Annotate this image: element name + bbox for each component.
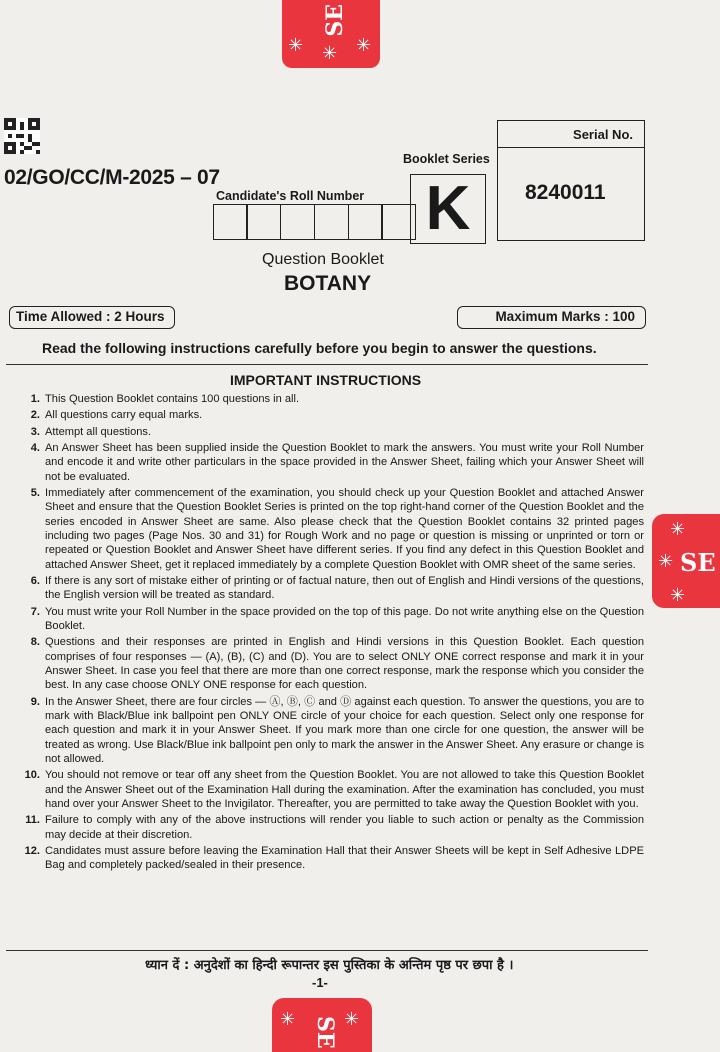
star-icon: ✳ <box>356 35 372 55</box>
instruction-item <box>20 844 644 873</box>
instruction-text: Failure to comply with any of the above instructions will render you liable to such action or penalty as the Commission may decide at their discretion. <box>45 814 644 841</box>
instruction-number: 2. <box>30 409 40 422</box>
instruction-number: 3. <box>30 425 40 438</box>
seal-text: SE <box>322 4 348 37</box>
roll-digit-box[interactable] <box>280 204 315 240</box>
star-icon: ✳ <box>670 519 686 539</box>
instruction-item <box>20 695 644 766</box>
instruction-item <box>20 408 644 422</box>
roll-number-label: Candidate's Roll Number <box>216 189 365 203</box>
instruction-item <box>20 813 644 842</box>
instruction-item <box>20 486 644 572</box>
instruction-text: An Answer Sheet has been supplied inside the Question Booklet to mark the answers. You must write your Roll Number and encode it and write other particulars in the space provided in the Answer Sheet, failing which your Answer Sheet will not be evaluated. <box>45 442 644 483</box>
seal-sticker-bottom <box>272 998 372 1052</box>
seal-text: SE <box>312 1016 338 1049</box>
roll-digit-box[interactable] <box>348 204 383 240</box>
serial-number-label: Serial No. <box>497 120 645 148</box>
booklet-series-label: Booklet Series <box>403 152 490 166</box>
roll-digit-box[interactable] <box>213 204 248 240</box>
booklet-title: Question Booklet <box>262 251 384 268</box>
instruction-item <box>20 392 644 406</box>
booklet-series-letter: K <box>425 174 471 243</box>
page-number: -1- <box>312 975 328 990</box>
star-icon: ✳ <box>670 585 686 605</box>
roll-digit-box[interactable] <box>314 204 349 240</box>
serial-number: 8240011 <box>525 181 606 204</box>
qr-code-icon <box>4 118 40 154</box>
star-icon: ✳ <box>322 43 338 63</box>
divider <box>6 364 648 365</box>
read-instructions-line: Read the following instructions carefully before you begin to answer the questions. <box>42 340 597 356</box>
instruction-number: 9. <box>30 695 40 708</box>
divider <box>6 950 648 951</box>
star-icon: ✳ <box>280 1009 296 1029</box>
instruction-item <box>20 441 644 484</box>
instruction-text: All questions carry equal marks. <box>45 409 203 422</box>
instruction-text: In the Answer Sheet, there are four circles — Ⓐ, Ⓑ, Ⓒ and Ⓓ against each question. To answer the questions, you are to mark with Black/Blue ink ballpoint pen ONLY ONE circle of your choice for each question. Select only one response for each question and mark it in your Answer Sheet. If you mark more than one circle for one question, the answer will be treated as wrong. Use Black/Blue ink ballpoint pen only to mark the answer in the Answer Sheet. Any erasure or change is not allowed. <box>45 695 644 765</box>
roll-digit-box[interactable] <box>246 204 281 240</box>
instruction-text: This Question Booklet contains 100 questions in all. <box>45 393 300 405</box>
instruction-text: Attempt all questions. <box>45 425 152 438</box>
instruction-item <box>20 635 644 692</box>
star-icon: ✳ <box>344 1009 360 1029</box>
instruction-number: 5. <box>30 487 40 500</box>
instruction-item <box>20 768 644 811</box>
star-icon: ✳ <box>288 35 304 55</box>
instruction-number: 6. <box>30 575 40 588</box>
instruction-text: Questions and their responses are printed in English and Hindi versions in this Question Booklet. Each question comprises of four responses — (A), (B), (C) and (D). You are to select ONLY ONE correct response and mark it in your Answer Sheet. In case you feel that there are more than one correct response, mark the response which you consider the best. In any case choose ONLY ONE response for each question. <box>45 636 644 692</box>
instruction-text: You must write your Roll Number in the space provided on the top of this page. Do not write anything else on the Question Booklet. <box>45 605 644 633</box>
instruction-item <box>20 605 644 634</box>
instruction-text: If there is any sort of mistake either of printing or of factual nature, then out of English and Hindi versions of the questions, the English version will be treated as standard. <box>45 575 644 602</box>
time-allowed: Time Allowed : 2 Hours <box>9 306 175 329</box>
instruction-number: 7. <box>30 605 40 618</box>
star-icon: ✳ <box>658 551 674 571</box>
instructions-list <box>20 392 644 875</box>
seal-text: SE <box>680 548 716 577</box>
instruction-number: 1. <box>30 393 40 405</box>
subject-title: BOTANY <box>284 272 372 295</box>
instructions-heading: IMPORTANT INSTRUCTIONS <box>230 372 422 388</box>
instruction-text: Immediately after commencement of the examination, you should check up your Question Booklet and attached Answer Sheet and ensure that the Question Booklet Series is printed on the top right-hand corner of the Question Booklet and the series encoded in Answer Sheet are same. Also please check that the Question Booklet contains 32 printed pages including two pages (Page Nos. 30 and 31) for Rough Work and no page or question is missing or unprinted or torn or repeated or Question Booklet and Answer Sheet have different series. If you find any defect in this Question Booklet and attached Answer Sheet, get it replaced immediately by a complete Question Booklet with OMR sheet of the same series. <box>45 487 644 571</box>
instruction-item <box>20 425 644 439</box>
instruction-number: 10. <box>24 769 40 782</box>
instruction-number: 12. <box>24 844 40 857</box>
instruction-number: 11. <box>25 814 40 827</box>
booklet-code: 02/GO/CC/M-2025 – 07 <box>4 166 220 189</box>
instruction-item <box>20 574 644 603</box>
seal-sticker-top <box>282 0 380 68</box>
seal-sticker-right <box>652 514 720 608</box>
maximum-marks: Maximum Marks : 100 <box>457 306 646 329</box>
instruction-text: Candidates must assure before leaving the Examination Hall that their Answer Sheets will be kept in Self Adhesive LDPE Bag and completely packed/sealed in their presence. <box>45 844 644 872</box>
instruction-text: You should not remove or tear off any sheet from the Question Booklet. You are not allowed to take this Question Booklet and the Answer Sheet out of the Examination Hall during the examination. After the examination has concluded, you must hand over your Answer Sheet to the Invigilator. Thereafter, you are permitted to take away the Question Booklet with you. <box>45 769 644 810</box>
roll-number-boxes[interactable] <box>214 204 416 240</box>
instruction-number: 8. <box>30 636 40 649</box>
booklet-series-box <box>410 174 486 244</box>
instruction-number: 4. <box>30 442 40 455</box>
hindi-note: ध्यान दें : अनुदेशों का हिन्दी रूपान्तर इस पुस्तिका के अन्तिम पृष्ठ पर छपा है । <box>145 958 514 973</box>
